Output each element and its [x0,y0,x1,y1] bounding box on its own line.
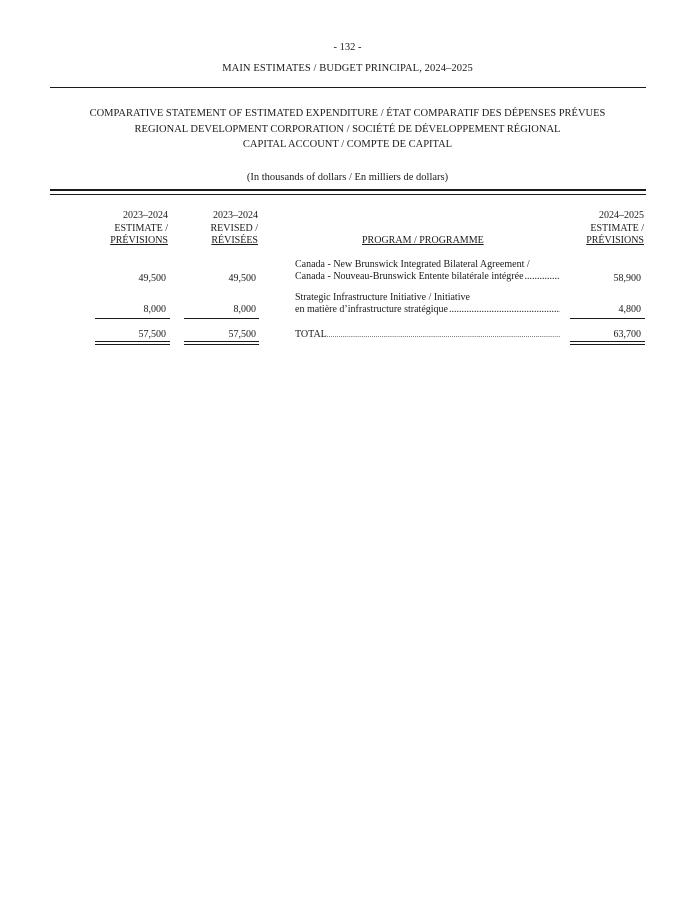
program-name-fr: Canada - Nouveau-Brunswick Entente bilatérale intégrée [295,271,524,282]
header-rule [50,87,646,88]
cell-estimate-2024: 58,900 [613,273,641,284]
column-header-revised-2023 [186,210,258,248]
column-header-year: 2023–2024 [213,210,258,221]
running-title: MAIN ESTIMATES / BUDGET PRINCIPAL, 2024–2025 [222,63,473,74]
table-row-program-2 [295,292,560,316]
column-header-label-fr: PRÉVISIONS [110,235,168,246]
statement-title-line-3: CAPITAL ACCOUNT / COMPTE DE CAPITAL [242,139,453,150]
total-revised-2023: 57,500 [228,329,256,340]
total-label [295,329,560,340]
column-header-label: ESTIMATE / [590,222,644,234]
dot-leader [327,331,560,339]
units-note: (In thousands of dollars / En milliers de dollars) [246,172,449,183]
column-header-label: ESTIMATE / [114,222,168,234]
total-estimate-2024: 63,700 [613,329,641,340]
column-header-estimate-2023 [96,210,168,248]
statement-title-line-2: REGIONAL DEVELOPMENT CORPORATION / SOCIÉTÉ DE DÉVELOPPEMENT RÉGIONAL [134,123,561,135]
subtotal-rule [570,318,645,319]
cell-estimate-2023: 49,500 [138,273,166,284]
cell-revised-2023: 49,500 [228,273,256,284]
statement-title [0,106,695,153]
cell-estimate-2023: 8,000 [143,304,166,315]
column-header-year: 2024–2025 [599,210,644,221]
table-top-rule [50,189,646,195]
total-double-rule [570,341,645,345]
program-name-en: Canada - New Brunswick Integrated Bilateral Agreement / [295,259,530,270]
column-header-year: 2023–2024 [123,210,168,221]
program-name-fr: en matière d’infrastructure stratégique [295,304,448,315]
page-number: - 132 - [333,42,362,53]
total-estimate-2023: 57,500 [138,329,166,340]
dot-leader [449,304,560,316]
column-header-label: REVISED / [210,222,258,234]
total-double-rule [95,341,170,345]
column-header-estimate-2024 [570,210,644,248]
column-header-label-fr: PRÉVISIONS [586,235,644,246]
column-header-label-fr: RÉVISÉES [211,235,258,246]
statement-title-line-1: COMPARATIVE STATEMENT OF ESTIMATED EXPENDITURE / ÉTAT COMPARATIF DES DÉPENSES PRÉVUES [89,108,606,119]
cell-revised-2023: 8,000 [233,304,256,315]
subtotal-rule [184,318,259,319]
dot-leader [525,271,560,283]
program-name-en: Strategic Infrastructure Initiative / Initiative [295,292,470,303]
table-row-program-1 [295,259,560,283]
total-label-text: TOTAL [295,329,327,340]
column-header-program: PROGRAM / PROGRAMME [362,235,484,246]
subtotal-rule [95,318,170,319]
total-double-rule [184,341,259,345]
cell-estimate-2024: 4,800 [618,304,641,315]
